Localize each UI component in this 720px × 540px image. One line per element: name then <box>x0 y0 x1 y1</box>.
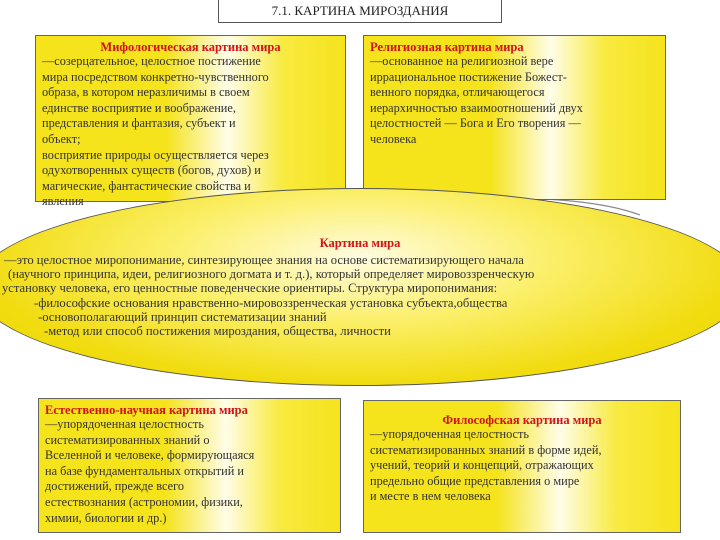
text-line: -философские основания нравственно-мировоззренческая установка субъекта,общества <box>34 295 508 310</box>
text-line: естествознания (астрономии, физики, <box>45 494 243 509</box>
text-line: единстве восприятие и воображение, <box>42 100 236 115</box>
text-line: достижений, прежде всего <box>45 479 184 494</box>
text-line: восприятие природы осуществляется через <box>42 147 269 162</box>
text-line: предельно общие представления о мире <box>370 473 580 488</box>
text-line: -метод или способ постижения мироздания, общества, личности <box>44 324 391 339</box>
text-line: венного порядка, отличающегося <box>370 85 545 100</box>
natural-science-worldview-box <box>38 398 341 533</box>
text-line: —основанное на религиозной вере <box>370 54 554 68</box>
text-line: —это целостное миропонимание, синтезирующее знания на основе систематизирующего начала <box>4 253 524 267</box>
text-line: Вселенной и человеке, формирующаяся <box>45 448 255 463</box>
text-line: (научного принципа, идеи, религиозного догмата и т. д.), который определяет мировоззренческую <box>8 267 535 282</box>
text-line: систематизированных знаний в форме идей, <box>370 442 602 457</box>
text-line: образа, в котором неразличимы в своем <box>42 85 250 100</box>
text-line: систематизированных знаний о <box>45 432 210 447</box>
text-line: иррациональное постижение Божест- <box>370 69 567 84</box>
philosophical-worldview-box <box>363 400 681 533</box>
text-line: —созерцательное, целостное постижение <box>42 54 261 68</box>
text-line: иерархичностью взаимоотношений двух <box>370 100 583 115</box>
text-line: —упорядоченная целостность <box>370 427 529 441</box>
text-line: мира посредством конкретно-чувственного <box>42 69 269 84</box>
text-line: и месте в нем человека <box>370 489 491 504</box>
natural-science-heading: Естественно-научная картина мира <box>45 403 248 417</box>
mythological-worldview-box <box>35 35 346 209</box>
religious-worldview-box <box>363 35 666 200</box>
text-line: одухотворенных существ (богов, духов) и <box>42 163 261 178</box>
text-line: явления <box>42 194 84 209</box>
text-line: химии, биологии и др.) <box>45 510 167 525</box>
text-line: целостностей — Бога и Его творения — <box>370 116 581 131</box>
text-line: объект; <box>42 131 81 146</box>
mythological-heading: Мифологическая картина мира <box>100 40 281 54</box>
text-line: на базе фундаментальных открытий и <box>45 463 244 478</box>
text-line: представления и фантазия, субъект и <box>42 116 236 131</box>
text-line: учений, теорий и концепций, отражающих <box>370 458 594 473</box>
page-title: 7.1. КАРТИНА МИРОЗДАНИЯ <box>218 0 502 23</box>
religious-heading: Религиозная картина мира <box>370 40 524 54</box>
worldview-heading: Картина мира <box>319 236 401 250</box>
philosophical-heading: Философская картина мира <box>442 413 602 427</box>
text-line: —упорядоченная целостность <box>45 417 204 431</box>
text-line: магические, фантастические свойства и <box>42 178 251 193</box>
text-line: человека <box>370 131 417 146</box>
text-line: -основополагающий принцип систематизации знаний <box>38 309 327 324</box>
text-line: установку человека, его ценностные поведенческие ориентиры. Структура миропонимания: <box>2 281 498 296</box>
worldview-definition <box>0 236 720 338</box>
